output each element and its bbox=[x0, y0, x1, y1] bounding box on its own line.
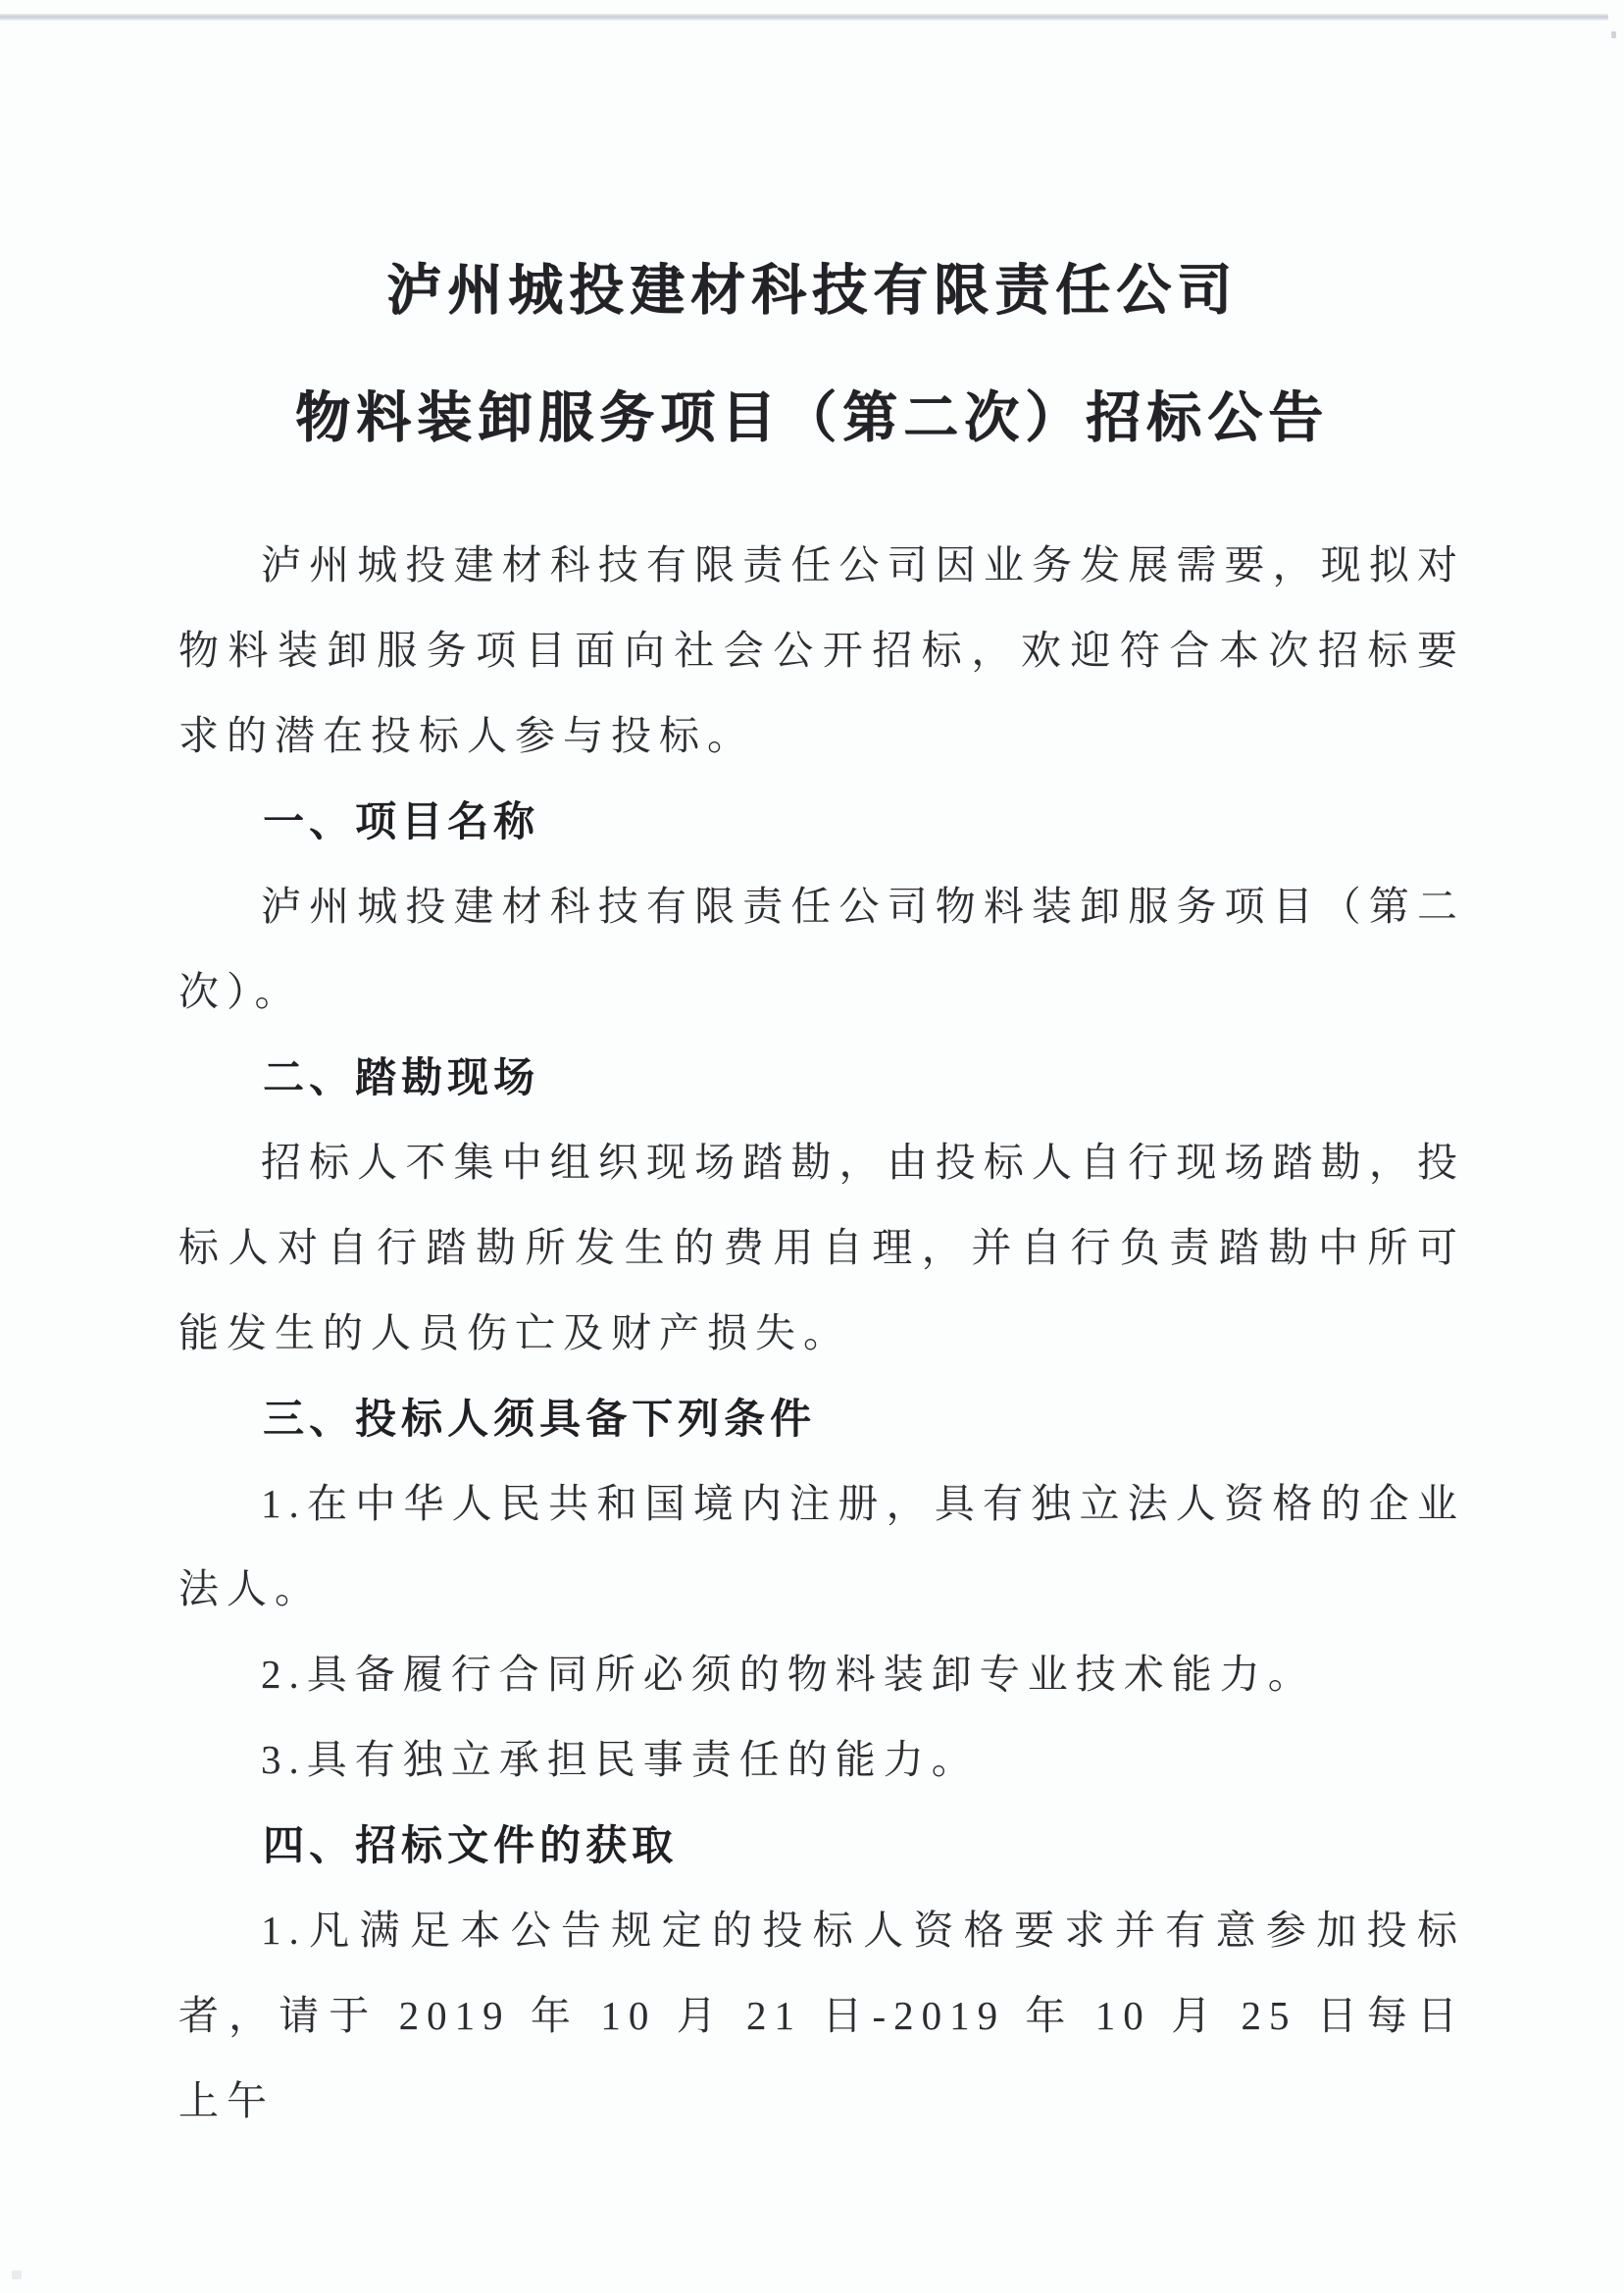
bidder-requirement-item-2: 2.具备履行合同所必须的物料装卸专业技术能力。 bbox=[261, 1652, 1316, 1697]
document-body bbox=[178, 523, 1465, 2144]
document-title-line2: 物料装卸服务项目（第二次）招标公告 bbox=[295, 388, 1329, 449]
site-survey-paragraph: 招标人不集中组织现场踏勘，由投标人自行现场踏勘，投标人对自行踏勘所发生的费用自理，并自行负责踏勘中所可能发生的人员伤亡及财产损失。 bbox=[178, 1140, 1465, 1355]
project-name-paragraph: 泸州城投建材科技有限责任公司物料装卸服务项目（第二次）。 bbox=[178, 884, 1465, 1014]
section-heading-4-obtain-documents: 四、招标文件的获取 bbox=[263, 1822, 679, 1868]
bidder-requirement-item-1: 1.在中华人民共和国境内注册，具有独立法人资格的企业法人。 bbox=[178, 1481, 1465, 1611]
section-heading-1-project-name: 一、项目名称 bbox=[263, 798, 540, 844]
section-heading-2-site-survey: 二、踏勘现场 bbox=[263, 1054, 540, 1100]
document-title bbox=[0, 228, 1624, 483]
section-heading-3-bidder-requirements: 三、投标人须具备下列条件 bbox=[263, 1396, 817, 1442]
document-title-line1: 泸州城投建材科技有限责任公司 bbox=[386, 261, 1238, 322]
scan-speck-bottom-left bbox=[12, 2270, 22, 2279]
intro-paragraph: 泸州城投建材科技有限责任公司因业务发展需要，现拟对物料装卸服务项目面向社会公开招标，欢迎符合本次招标要求的潜在投标人参与投标。 bbox=[178, 542, 1465, 758]
bidder-requirement-item-3: 3.具有独立承担民事责任的能力。 bbox=[261, 1737, 980, 1782]
scan-speck-top-right bbox=[1611, 31, 1616, 38]
scanner-edge-artifact bbox=[0, 14, 1608, 21]
obtain-documents-paragraph: 1.凡满足本公告规定的投标人资格要求并有意参加投标者，请于 2019 年 10 月 21 日-2019 年 10 月 25 日每日上午 bbox=[178, 1908, 1465, 2123]
